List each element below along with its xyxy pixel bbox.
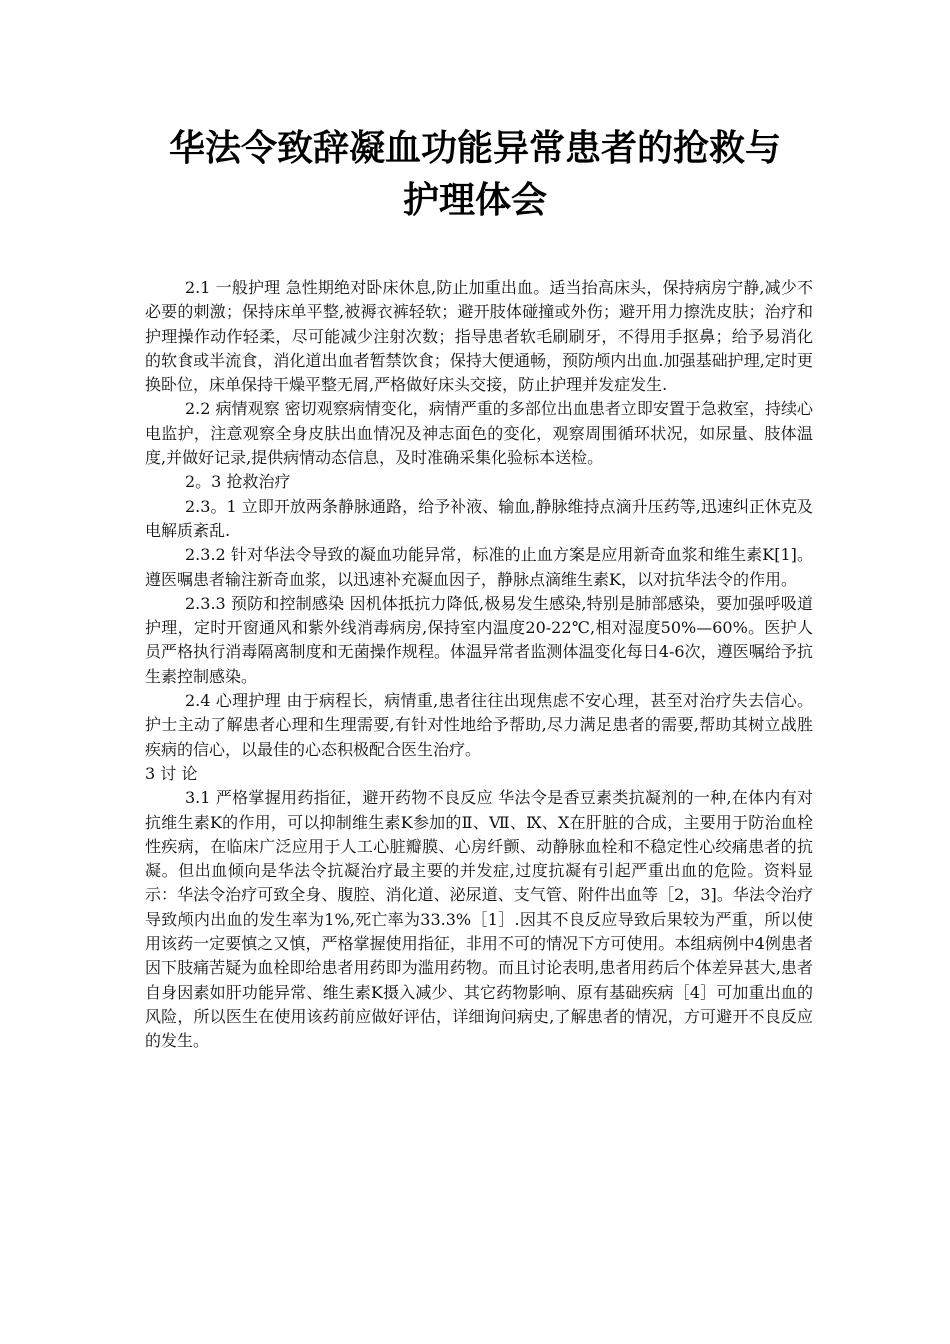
paragraph-3-1-medication: 3.1 严格掌握用药指征，避开药物不良反应 华法令是香豆素类抗凝剂的一种,在体内有对抗维生素K的作用，可以抑制维生素K参加的Ⅱ、Ⅶ、Ⅸ、Ⅹ在肝脏的合成，主要用于防治血栓性疾病，在临床广泛应用于人工心脏瓣膜、心房纤颤、动静脉血栓和不稳定性心绞痛患者的抗凝。但出血倾向是华法令抗凝治疗最主要的并发症,过度抗凝有引起严重出血的危险。资料显示：华法令治疗可致全身、腹腔、消化道、泌尿道、支气管、附件出血等［2，3]。华法令治疗导致颅内出血的发生率为1%,死亡率为33.3%［1］.因其不良反应导致后果较为严重，所以使用该药一定要慎之又慎，严格掌握使用指征，非用不可的情况下方可使用。本组病例中4例患者因下肢痛苦疑为血栓即给患者用药即为滥用药物。而且讨论表明,患者用药后个体差异甚大,患者自身因素如肝功能异常、维生素K摄入减少、其它药物影响、原有基础疾病［4］可加重出血的风险，所以医生在使用该药前应做好评估，详细询问病史,了解患者的情况，方可避开不良反应的发生。 (145, 788, 813, 1051)
document-title (120, 122, 830, 226)
paragraph-2-3-2-hemostasis: 2.3.2 针对华法令导致的凝血功能异常，标准的止血方案是应用新奇血浆和维生素K[1]。遵医嘱患者输注新奇血浆，以迅速补充凝血因子，静脉点滴维生素K，以对抗华法令的作用。 (145, 545, 813, 589)
document-title-line-1: 华法令致辞凝血功能异常患者的抢救与 (168, 127, 781, 169)
paragraph-2-3-3-infection-control: 2.3.3 预防和控制感染 因机体抵抗力降低,极易发生感染,特别是肺部感染，要加强呼吸道护理，定时开窗通风和紫外线消毒病房,保持室内温度20-22℃,相对湿度50%—60%。医护人员严格执行消毒隔离制度和无菌操作规程。体温异常者监测体温变化每日4-6次，遵医嘱给予抗生素控制感染。 (145, 593, 813, 686)
paragraph-2-4-psychological-care: 2.4 心理护理 由于病程长，病情重,患者往往出现焦虑不安心理，甚至对治疗失去信心。护士主动了解患者心理和生理需要,有针对性地给予帮助,尽力满足患者的需要,帮助其树立战胜疾病的信心，以最佳的心态积极配合医生治疗。 (145, 691, 813, 759)
document-title-line-2: 护理体会 (402, 179, 547, 221)
paragraph-2-3-1-venous-access: 2.3。1 立即开放两条静脉通路，给予补液、输血,静脉维持点滴升压药等,迅速纠正休克及电解质紊乱. (145, 496, 813, 540)
document-body (145, 276, 813, 1054)
paragraph-2-1-general-care: 2.1 一般护理 急性期绝对卧床休息,防止加重出血。适当抬高床头，保持病房宁静,减少不必要的刺激；保持床单平整,被褥衣裤轻软；避开肢体碰撞或外伤；避开用力擦洗皮肤；治疗和护理操作动作轻柔，尽可能减少注射次数；指导患者软毛刷刷牙，不得用手抠鼻；给予易消化的软食或半流食，消化道出血者暂禁饮食；保持大便通畅，预防颅内出血.加强基础护理,定时更换卧位，床单保持干燥平整无屑,严格做好床头交接，防止护理并发症发生. (145, 278, 813, 395)
paragraph-2-2-observation: 2.2 病情观察 密切观察病情变化，病情严重的多部位出血患者立即安置于急救室，持续心电监护，注意观察全身皮肤出血情况及神志面色的变化，观察周围循环状况，如尿量、肢体温度,并做好记录,提供病情动态信息，及时准确采集化验标本送检。 (145, 399, 813, 468)
heading-3-discussion: 3 讨 论 (145, 763, 198, 783)
heading-2-3-rescue: 2。3 抢救治疗 (185, 472, 291, 492)
